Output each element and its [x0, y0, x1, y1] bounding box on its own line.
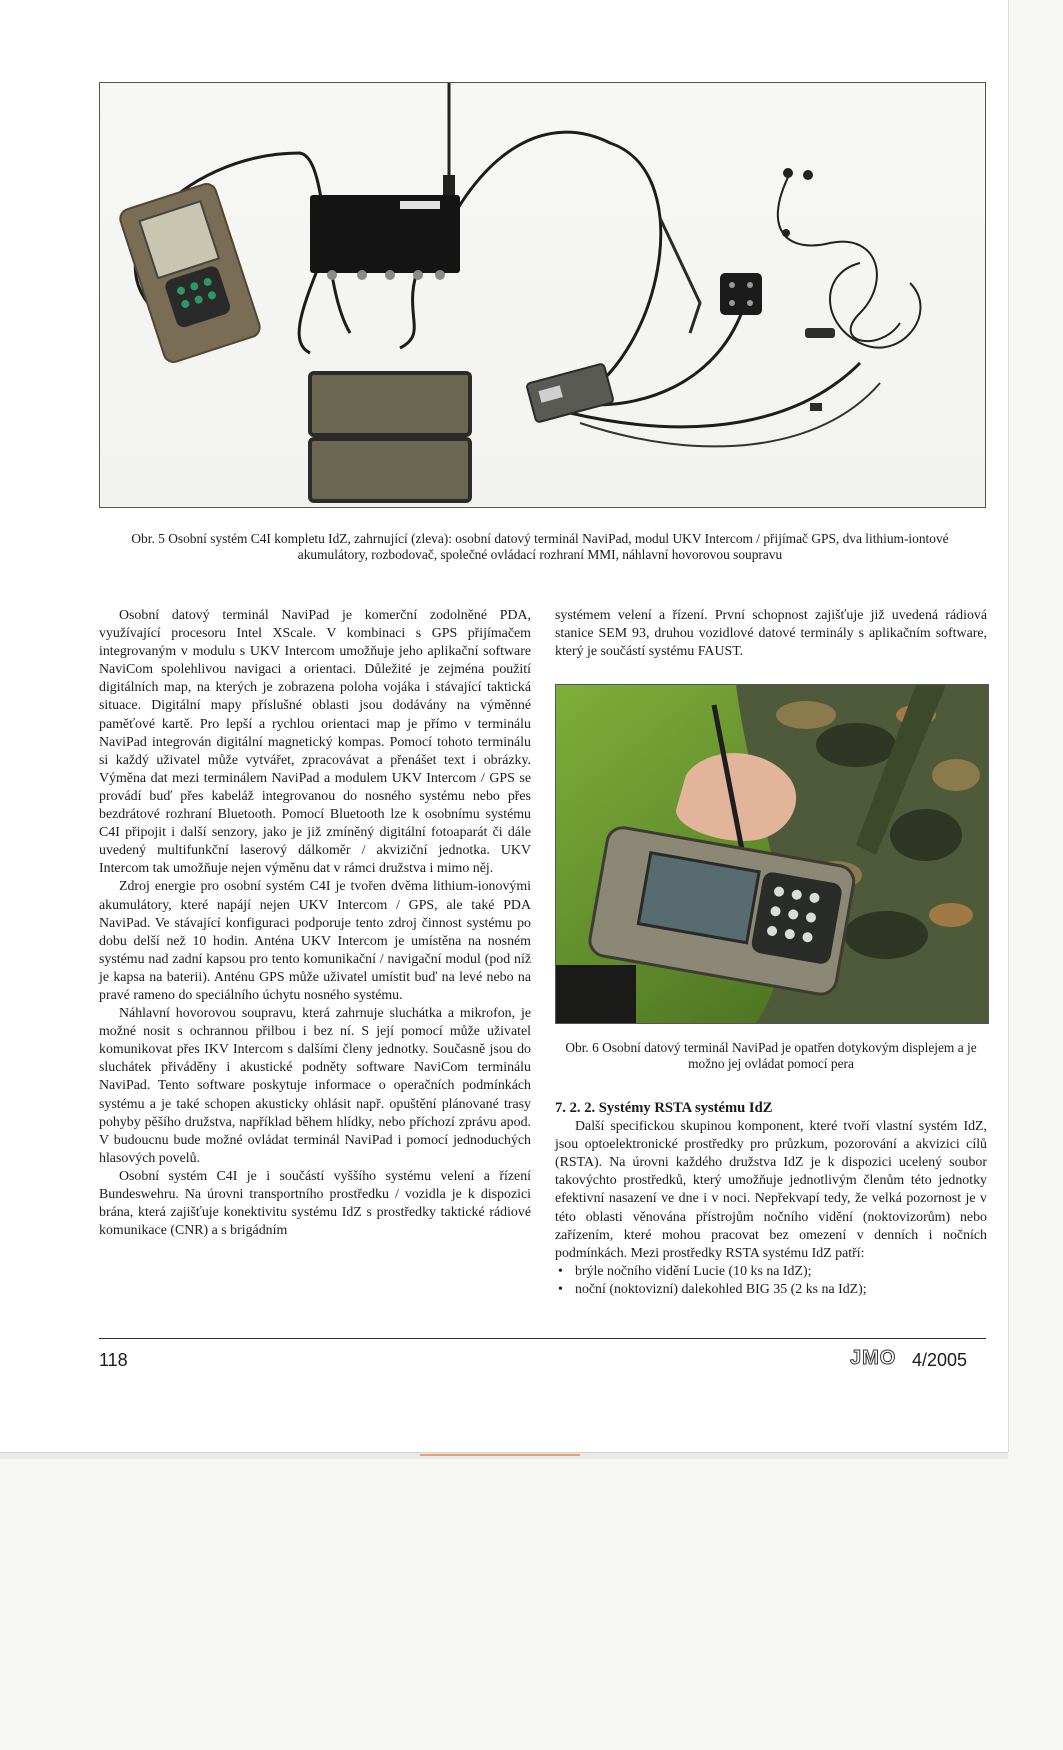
- section-heading: 7. 2. 2. Systémy RSTA systému IdZ: [555, 1100, 773, 1116]
- paragraph: Další specifickou skupinou komponent, které tvoří vlastní systém IdZ, jsou optoelektronické prostředky pro průzkum, pozorování a akvizici cílů (RSTA). Na úrovni každého družstva IdZ je k dispozici ucelený soubor takovýchto prostředků, který umožňuje jednotlivým členům této jednotky efektivní nasazení ve dne i v noci. Nepřekvapí tedy, že velká pozornost je v této oblasti věnována přístrojům nočního vidění (noktovizorům) nebo zařízením, které mohou pracovat bez omezení v denních i nočních podmínkách. Mezi prostředky RSTA systému IdZ patří:: [555, 1119, 987, 1261]
- paragraph: systémem velení a řízení. První schopnost zajišťuje již uvedená rádiová stanice SEM 93, druhou vozidlové datové terminály s aplikačním software, který je součástí systému FAUST.: [555, 608, 987, 660]
- issue-number: 4/2005: [912, 1350, 968, 1370]
- figure-6-caption: Obr. 6 Osobní datový terminál NaviPad je opatřen dotykovým displejem a je možno jej ovládat pomocí pera: [565, 1040, 977, 1071]
- battery-1: [310, 373, 470, 435]
- mmi-interface: [720, 273, 762, 315]
- footer-rule: [99, 1338, 986, 1339]
- c4i-kit-illustration: [100, 83, 985, 507]
- paragraph: Zdroj energie pro osobní systém C4I je tvořen dvěma lithium-ionovými akumulátory, které napájí nejen UKV Intercom / GPS, ale také PDA NaviPad. Ve stávající konfiguraci podporuje tento zdroj činnost systému po dobu delší než 10 hodin. Anténa UKV Intercom je umístěna na nosném systému nad zadní kapsou pro tento komunikační / navigační modul (pod níž je kapsa na baterii). Anténu GPS může uživatel umístit buď na levé nebo na pravé rameno do speciálního úchytu nosného systému.: [99, 879, 531, 1003]
- page-number: 118: [99, 1350, 128, 1370]
- paragraph: Osobní datový terminál NaviPad je komerční zodolněné PDA, využívající procesoru Intel XScale. V kombinaci s GPS přijímačem integrovaným v modulu s UKV Intercom umožňuje jeho aplikační software NaviCom spolehlivou navigaci a orientaci. Důležité je zejména použití digitálních map, na kterých je zobrazena poloha vojáka i stávající taktická situace. Digitální mapy příslušné oblasti jsou dodávány na výměnné paměťové kartě. Pro lepší a rychlou orientaci map je přímo v terminálu NaviPad integrován digitální magnetický kompas. Pomocí tohoto terminálu si každý uživatel může vytvářet, zpracovávat a přenášet text i obrázky. Výměna dat mezi terminálem NaviPad a modulem UKV Intercom / GPS se provádí buď přes kabeláž integrovanou do nosného systému nebo přes bezdrátové rozhraní Bluetooth. Pomocí Bluetooth lze k osobnímu systému C4I připojit i další senzory, jako je již zmíněný digitální fotoaparát či dále uvedený multifunkční laserový dálkoměr / akviziční jednotka. UKV Intercom tak umožňuje nejen výměnu dat v rámci družstva i mimo něj.: [99, 608, 531, 877]
- battery-2: [310, 439, 470, 501]
- cable-intercom: [430, 132, 661, 403]
- right-column-top: [555, 607, 987, 661]
- splitter: [526, 363, 614, 422]
- figure-5-photo: [99, 82, 986, 508]
- cable-headset: [570, 363, 860, 427]
- headset: [778, 173, 900, 341]
- right-column-section: [555, 1099, 987, 1299]
- list-item: • brýle nočního vidění Lucie (10 ks na IdZ);: [555, 1263, 987, 1281]
- figure-5-caption: Obr. 5 Osobní systém C4I kompletu IdZ, zahrnující (zleva): osobní datový terminál NaviPad, modul UKV Intercom / přijímač GPS, dva lithium-iontové akumulátory, rozbodovač, společné ovládací rozhraní MMI, náhlavní hovorovou soupravu: [131, 531, 949, 562]
- left-column: [99, 607, 531, 1240]
- list-item: • noční (noktovizní) dalekohled BIG 35 (2 ks na IdZ);: [555, 1281, 987, 1299]
- bullet-list: [555, 1263, 987, 1299]
- jmo-logo: JMO: [850, 1347, 897, 1369]
- navipad-terminal: [118, 181, 263, 364]
- paragraph: Osobní systém C4I je i součástí vyššího systému velení a řízení Bundeswehru. Na úrovni transportního prostředku / vozidla je k dispozici brána, která zajišťuje konektivitu systému IdZ s prostředky taktické rádiové komunikace (CNR) a s brigádním: [99, 1168, 531, 1239]
- navipad-in-use-illustration: [556, 685, 988, 1023]
- page-edge: [0, 1452, 1008, 1459]
- figure-6-photo: [555, 684, 989, 1024]
- paragraph: Náhlavní hovorovou soupravu, která zahrnuje sluchátka a mikrofon, je možné nosit s ochrannou přilbou i bez ní. S její pomocí může uživatel komunikovat přes IKV Intercom s dalšími členy jednotky. Současně jsou do sluchátek přiváděny i akustické podněty software NaviCom terminálu NaviPad. Tento software poskytuje informace o operačních podmínkách systému a je také schopen akusticky ohlásit např. opuštění plánované trasy pohyby pěšího družstva, například během hlídky, nebo příchozí zprávu apod. V budoucnu bude možné ovládat terminál NaviPad i pomocí jednoduchých hlasových povelů.: [99, 1006, 531, 1166]
